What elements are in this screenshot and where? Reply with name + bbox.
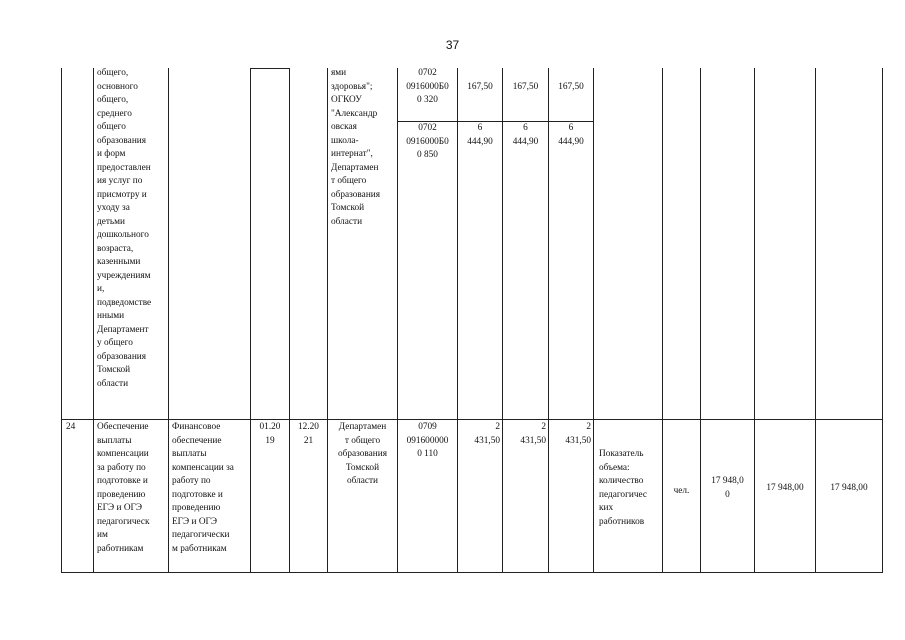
amount-cell: 167,50	[467, 82, 493, 92]
executor-cell: ями здоровья"; ОГКОУ "Александр овская школа- интернат", Департамен т общего образования Томской области	[331, 68, 381, 227]
budget-code-cell: 0709 091600000 0 110	[406, 422, 449, 459]
amount-cell: 2 431,50	[565, 422, 591, 446]
task-cell: Финансовое обеспечение выплаты компенсации за работу по подготовке и проведению ЕГЭ и ОГЭ педагогически м работникам	[172, 422, 234, 554]
amount-cell: 2 431,50	[474, 422, 500, 446]
amount-cell: 6 444,90	[558, 123, 584, 147]
measure-name-cell: общего, основного общего, среднего общего образования и форм предоставлен ия услуг по присмотру и уходу за детьми дошкольного возраста, казенными учреждениям и, подведомстве нными Департамент у общего образования Томской области	[97, 68, 152, 389]
indicator-cell: Показатель объема: количество педагогичес ких работников	[599, 449, 648, 527]
target-value-cell: 17 948,00	[830, 483, 868, 493]
page-number: 37	[445, 38, 460, 52]
amount-cell: 167,50	[558, 82, 584, 92]
target-value-cell: 17 948,0 0	[711, 476, 744, 500]
row-number-cell: 24	[66, 422, 76, 432]
amount-cell: 6 444,90	[467, 123, 493, 147]
executor-cell: Департамен т общего образования Томской области	[337, 422, 388, 486]
start-date-cell: 01.20 19	[259, 422, 281, 446]
unit-cell: чел.	[673, 486, 690, 496]
amount-cell: 167,50	[512, 82, 539, 92]
end-date-cell: 12.20 21	[298, 422, 319, 446]
measure-name-cell: Обеспечение выплаты компенсации за работу по подготовке и проведению ЕГЭ и ОГЭ педагогическ им работникам	[97, 422, 150, 554]
amount-cell: 2 431,50	[520, 422, 546, 446]
amount-cell: 6 444,90	[512, 123, 539, 147]
budget-code-cell: 0702 0916000Б0 0 850	[406, 123, 449, 160]
budget-code-cell: 0702 0916000Б0 0 320	[406, 68, 449, 105]
target-value-cell: 17 948,00	[766, 483, 804, 493]
